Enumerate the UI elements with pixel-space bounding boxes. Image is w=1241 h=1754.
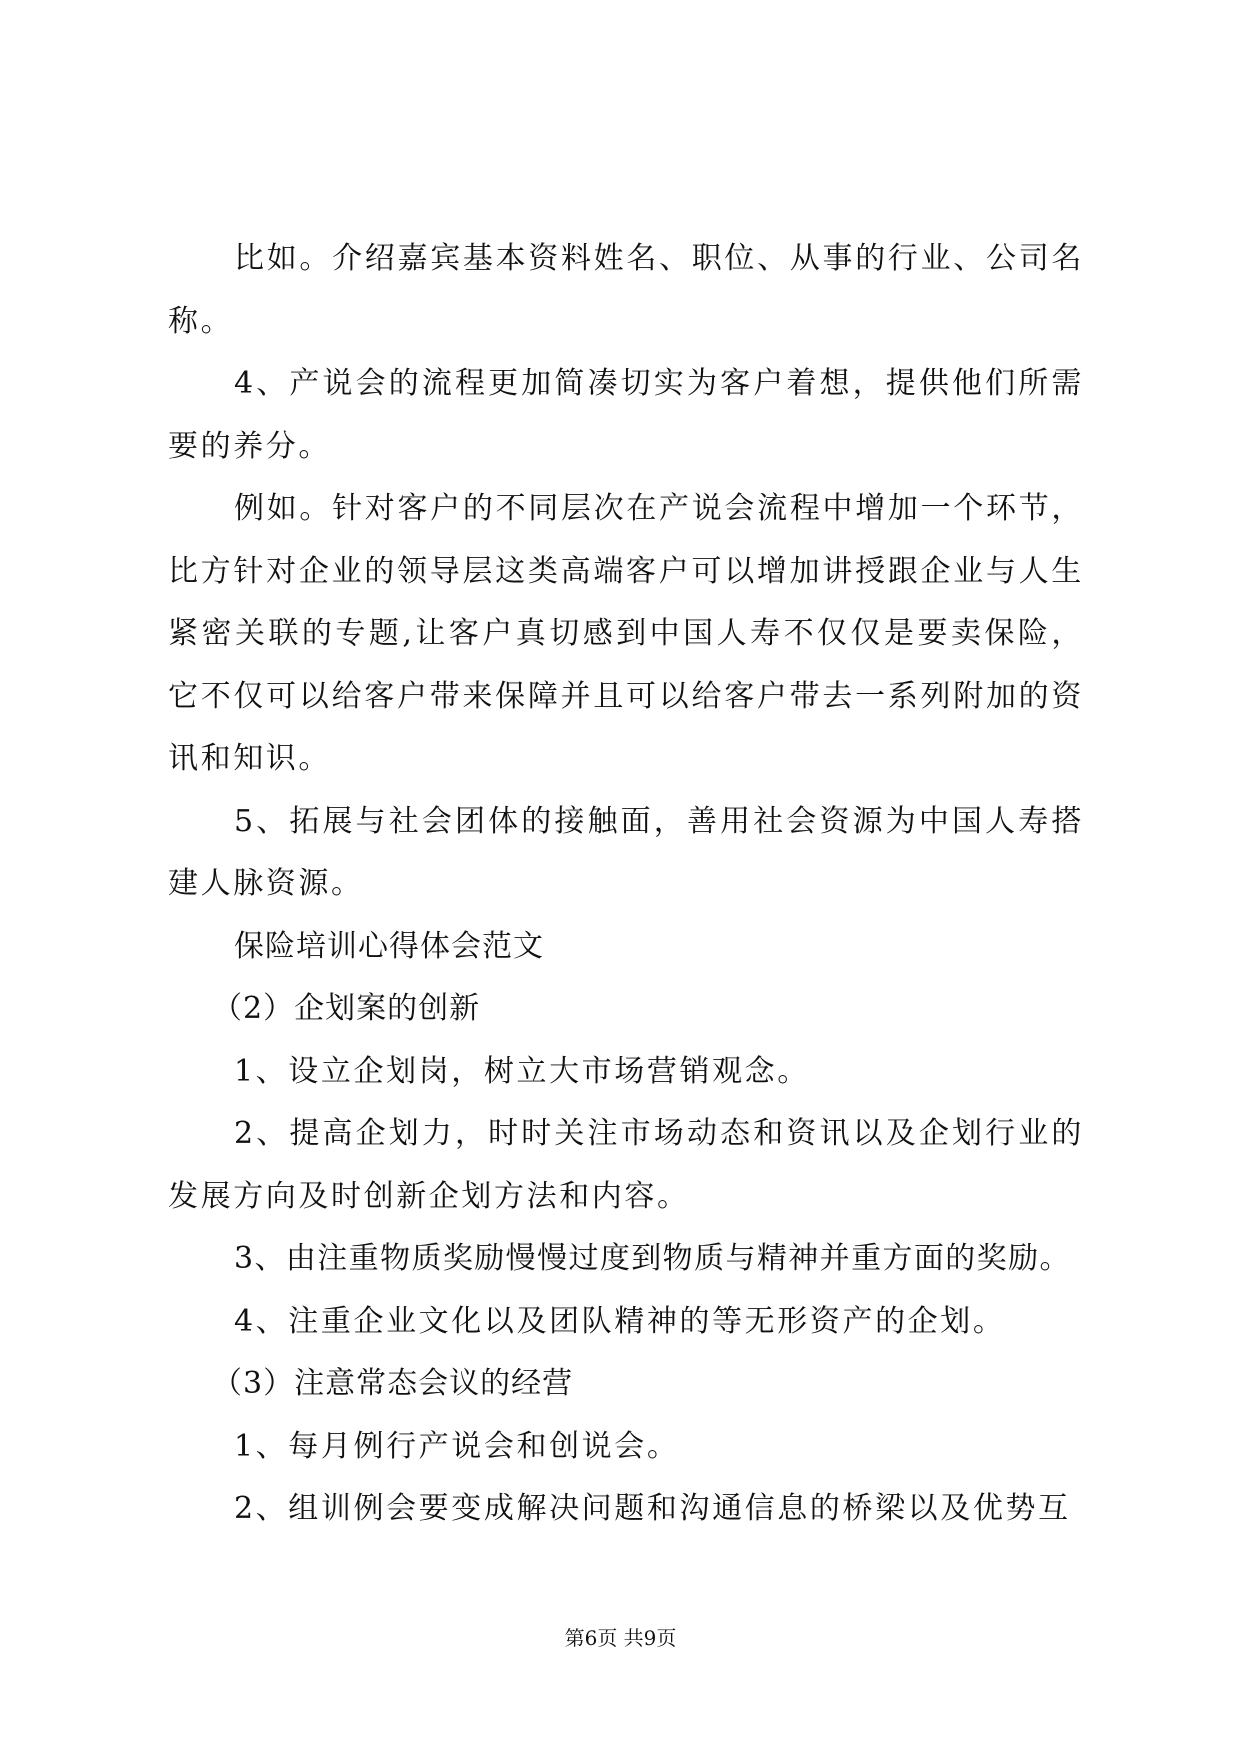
paragraph: 1、设立企划岗，树立大市场营销观念。 [234, 1053, 810, 1089]
paragraph: 3、由注重物质奖励慢慢过度到物质与精神并重方面的奖励。 [234, 1241, 1071, 1276]
section-heading: （2）企划案的创新 [212, 991, 481, 1026]
paragraph: 2、提高企划力，时时关注市场动态和资讯以及企划行业的发展方向及时创新企划方法和内容。 [168, 1116, 1084, 1214]
document-body [168, 228, 1084, 1541]
paragraph: 比如。介绍嘉宾基本资料姓名、职位、从事的行业、公司名称。 [168, 241, 1084, 339]
section-title: 保险培训心得体会范文 [234, 928, 544, 964]
paragraph: 4、注重企业文化以及团队精神的等无形资产的企划。 [234, 1303, 1006, 1339]
section-heading: （3）注意常态会议的经营 [212, 1366, 574, 1401]
paragraph: 例如。针对客户的不同层次在产说会流程中增加一个环节，比方针对企业的领导层这类高端客户可以增加讲授跟企业与人生紧密关联的专题,让客户真切感到中国人寿不仅仅是要卖保险，它不仅可以给客户带来保障并且可以给客户带去一系列附加的资讯和知识。 [168, 491, 1084, 776]
paragraph: 5、拓展与社会团体的接触面，善用社会资源为中国人寿搭建人脉资源。 [168, 803, 1084, 901]
page-number-footer: 第6页 共9页 [564, 1626, 677, 1650]
paragraph: 2、组训例会要变成解决问题和沟通信息的桥梁以及优势互 [234, 1491, 1071, 1526]
paragraph: 1、每月例行产说会和创说会。 [234, 1428, 680, 1464]
paragraph: 4、产说会的流程更加简凑切实为客户着想，提供他们所需要的养分。 [168, 366, 1084, 464]
